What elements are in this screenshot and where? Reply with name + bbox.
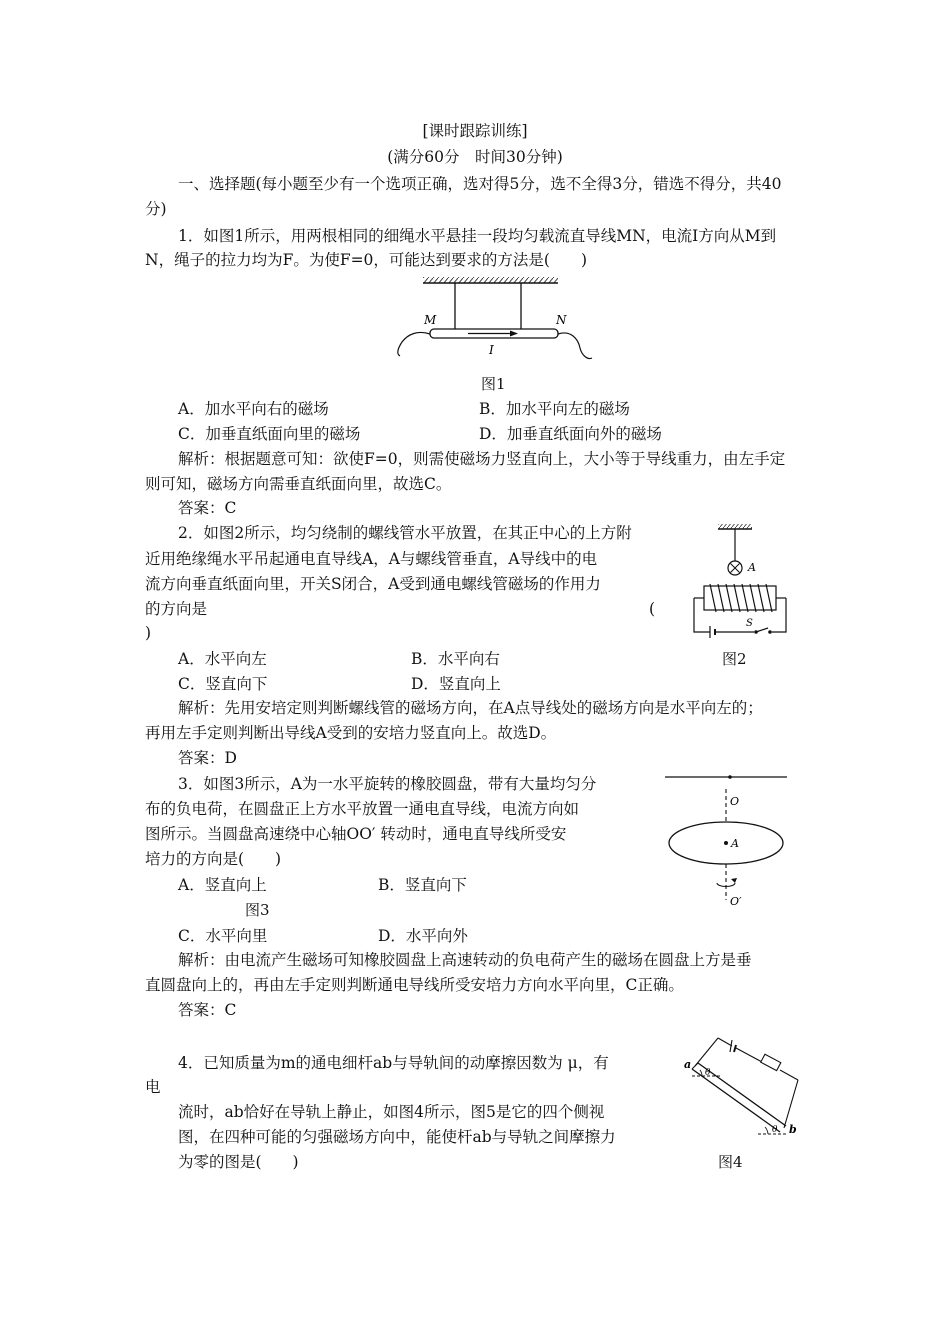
figure-1-diagram <box>388 272 598 364</box>
ceiling-hatch <box>718 524 752 529</box>
disc-center <box>724 841 728 845</box>
q2-stem-line2: 近用绝缘绳水平吊起通电直导线A，A与螺线管垂直，A导线中的电 <box>145 550 598 568</box>
q2-option-a: A．水平向左 <box>178 650 267 668</box>
label-b: b <box>789 1123 797 1136</box>
circuit-wire <box>695 1038 718 1066</box>
figure-2-diagram <box>688 522 798 640</box>
q2-analysis-line1: 解析：先用安培定则判断螺线管的磁场方向，在A点导线处的磁场方向是水平向左的； <box>178 699 763 717</box>
label-a: a <box>684 1058 692 1071</box>
wire-lead-left <box>398 332 430 356</box>
q1-option-a: A．加水平向右的磁场 <box>178 400 329 418</box>
worksheet-subtitle: (满分60分 时间30分钟) <box>387 148 563 166</box>
q3-stem-line2: 布的负电荷，在圆盘正上方水平放置一通电直导线，电流方向如 <box>145 800 580 818</box>
q3-option-a: A．竖直向上 <box>178 876 267 894</box>
q2-paren-close: ) <box>145 624 152 642</box>
figure-2-caption: 图2 <box>722 650 747 668</box>
label-n: N <box>556 313 567 327</box>
q3-analysis-line2: 直圆盘向上的，再由左手定则判断通电导线所受安培力方向水平向里，C正确。 <box>145 976 684 994</box>
q2-option-d: D．竖直向上 <box>411 675 501 693</box>
q1-stem-line2: N，绳子的拉力均为F。为使F=0，可能达到要求的方法是( ) <box>145 251 588 269</box>
q2-answer: 答案：D <box>178 749 237 767</box>
q4-stem-line1-tail: 电 <box>145 1078 161 1096</box>
q1-stem-line1: 1．如图1所示，用两根相同的细绳水平悬挂一段均匀载流直导线MN，电流I方向从M到 <box>178 227 777 245</box>
label-a: A <box>731 837 739 850</box>
label-theta-2: θ <box>772 1125 778 1135</box>
q1-analysis-line1: 解析：根据题意可知：欲使F=0，则需使磁场力竖直向上，大小等于导线重力，由左手定 <box>178 450 786 468</box>
q3-answer: 答案：C <box>178 1001 237 1019</box>
section-instructions-line1: 一、选择题(每小题至少有一个选项正确，选对得5分，选不全得3分，错选不得分，共40 <box>178 175 782 193</box>
q3-option-d: D．水平向外 <box>378 927 468 945</box>
q3-stem-line1: 3．如图3所示，A为一水平旋转的橡胶圆盘，带有大量均匀分 <box>178 775 597 793</box>
circuit-wire <box>736 1048 762 1062</box>
label-o: O <box>730 795 740 808</box>
battery-plate-short <box>734 1045 736 1052</box>
label-m: M <box>424 313 437 327</box>
q1-answer: 答案：C <box>178 499 237 517</box>
worksheet-title: [课时跟踪训练] <box>422 122 528 140</box>
q1-option-b: B．加水平向左的磁场 <box>479 400 630 418</box>
section-instructions-line2: 分) <box>145 200 167 218</box>
q3-analysis-line1: 解析：由电流产生磁场可知橡胶圆盘上高速转动的负电荷产生的磁场在圆盘上方是垂 <box>178 951 752 969</box>
label-i: I <box>489 343 494 357</box>
q3-option-c: C．水平向里 <box>178 927 268 945</box>
q2-paren-open: ( <box>649 600 656 618</box>
label-s: S <box>746 618 753 629</box>
switch-lever <box>756 628 768 632</box>
switch-contact <box>768 630 772 634</box>
q2-option-c: C．竖直向下 <box>178 675 268 693</box>
q2-stem-line3: 流方向垂直纸面向里，开关S闭合，A受到通电螺线管磁场的作用力 <box>145 575 601 593</box>
angle-arc <box>765 1127 768 1134</box>
rail-lower <box>692 1069 780 1132</box>
q4-stem-line4: 为零的图是( ) <box>178 1153 299 1171</box>
resistor <box>761 1054 781 1070</box>
figure-3-caption: 图3 <box>245 901 270 919</box>
q1-analysis-line2: 则可知，磁场方向需垂直纸面向里，故选C。 <box>145 475 452 493</box>
q2-stem-line4: 的方向是 <box>145 600 208 618</box>
q2-stem-line1: 2．如图2所示，均匀绕制的螺线管水平放置，在其正中心的上方附 <box>178 524 632 542</box>
figure-3-diagram <box>660 765 790 910</box>
label-o-prime: O′ <box>730 895 742 908</box>
wire-dot <box>728 775 732 779</box>
q4-stem-line3: 图，在四种可能的匀强磁场方向中，能使杆ab与导轨之间摩擦力 <box>178 1128 616 1146</box>
q1-option-d: D．加垂直纸面向外的磁场 <box>479 425 662 443</box>
q4-stem-line1: 4．已知质量为m的通电细杆ab与导轨间的动摩擦因数为 μ，有 <box>178 1054 609 1072</box>
circuit-wire <box>784 1080 798 1128</box>
q3-option-b: B．竖直向下 <box>378 876 467 894</box>
label-a: A <box>748 561 756 574</box>
circuit-wire <box>780 1070 798 1080</box>
label-theta-1: θ <box>705 1068 711 1078</box>
q1-option-c: C．加垂直纸面向里的磁场 <box>178 425 361 443</box>
circuit-wire <box>718 1038 732 1046</box>
wire-lead-right <box>558 333 592 359</box>
figure-4-caption: 图4 <box>718 1153 743 1171</box>
q2-option-b: B．水平向右 <box>411 650 500 668</box>
rail-upper <box>698 1063 786 1126</box>
figure-1-caption: 图1 <box>481 375 506 393</box>
rotation-arrow <box>717 883 735 887</box>
figure-4-diagram <box>680 1030 805 1142</box>
q4-stem-line2: 流时，ab恰好在导轨上静止，如图4所示，图5是它的四个侧视 <box>178 1103 605 1121</box>
q3-stem-line4: 培力的方向是( ) <box>145 850 282 868</box>
q2-analysis-line2: 再用左手定则判断出导线A受到的安培力竖直向上。故选D。 <box>145 724 557 742</box>
rotation-arrow-head <box>731 878 737 883</box>
ceiling-hatch <box>423 277 558 283</box>
q3-stem-line3: 图所示。当圆盘高速绕中心轴OO′ 转动时，通电直导线所受安 <box>145 825 567 843</box>
